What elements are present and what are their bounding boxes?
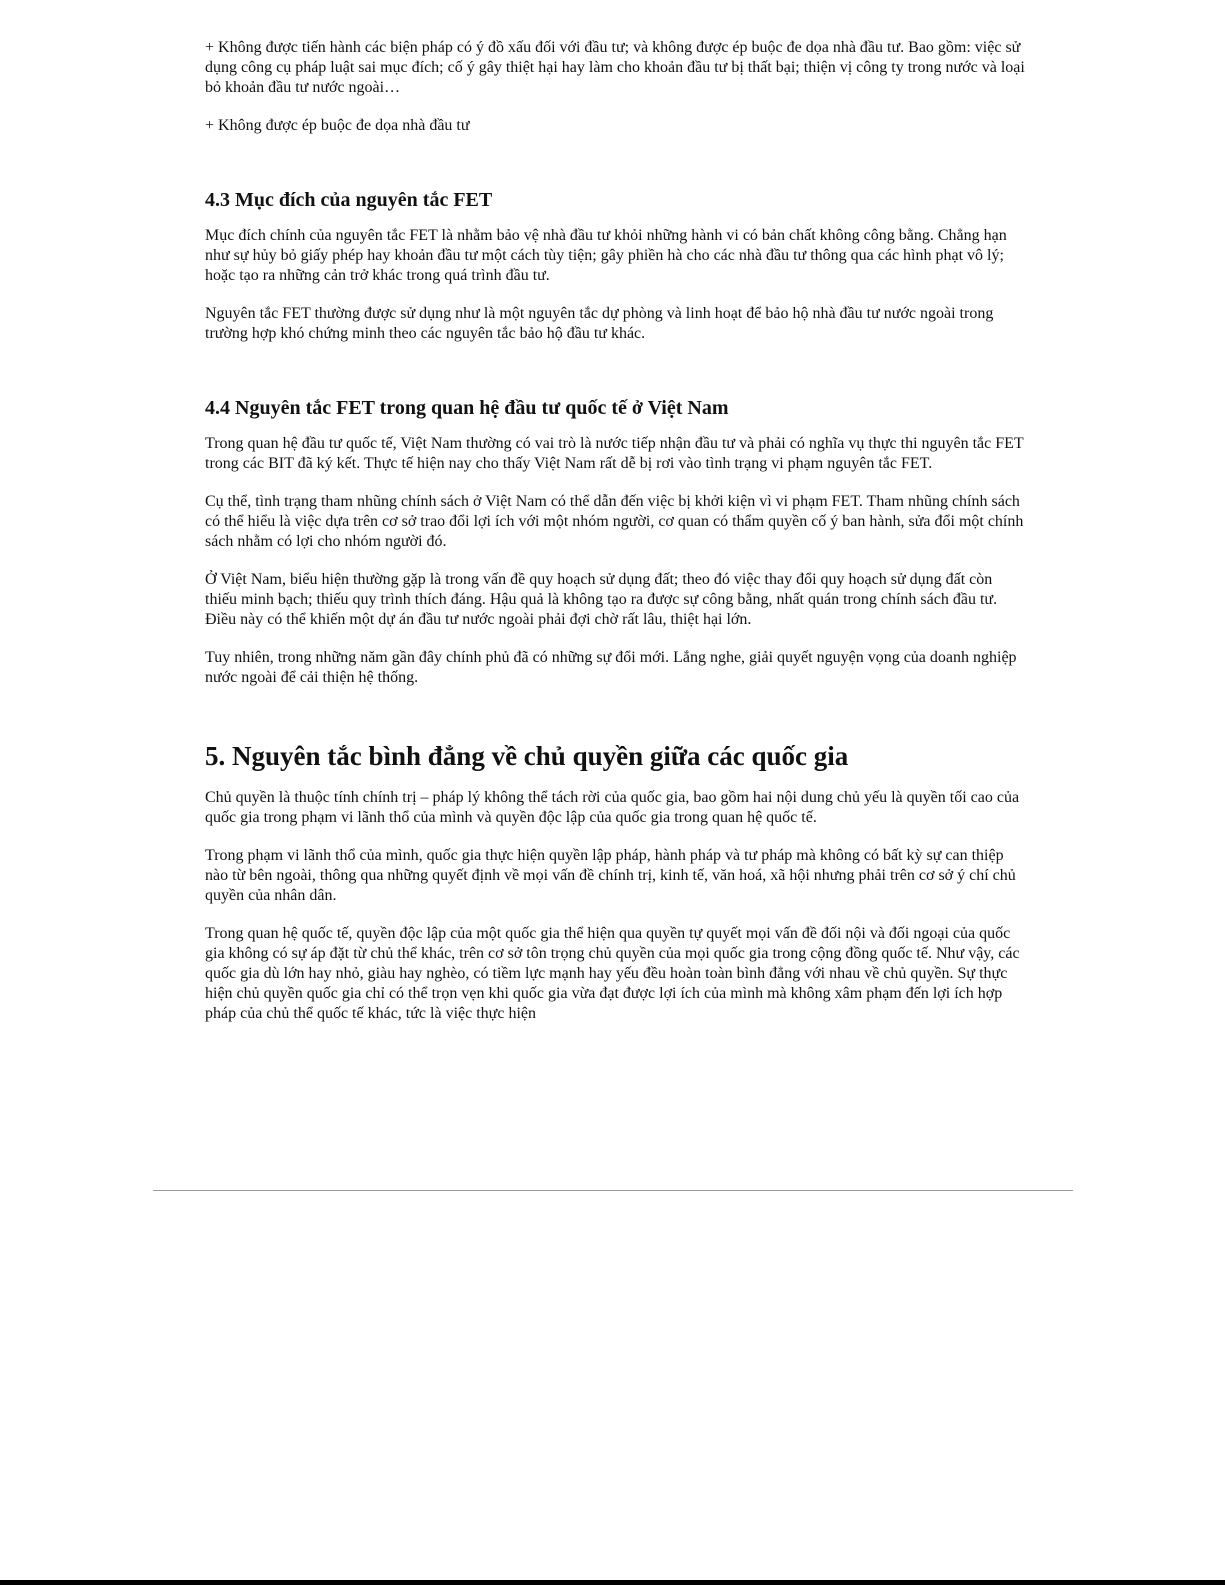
intro-paragraph-2: + Không được ép buộc đe dọa nhà đầu tư [205,117,470,134]
section-4-3-paragraph-1: Mục đích chính của nguyên tắc FET là nhằm bảo vệ nhà đầu tư khỏi những hành vi có bản chất không công bằng. Chẳng hạn như sự hủy bỏ giấy phép hay khoản đầu tư một cách tùy tiện; gây phiền hà cho các nhà đầu tư thông qua các hình phạt vô lý; hoặc tạo ra những cản trở khác trong quá trình đầu tư. [205,227,1007,284]
section-4-4-paragraph-2: Cụ thể, tình trạng tham nhũng chính sách ở Việt Nam có thể dẫn đến việc bị khởi kiện vì vi phạm FET. Tham nhũng chính sách có thể hiểu là việc dựa trên cơ sở trao đổi lợi ích với một nhóm người, cơ quan có thẩm quyền cố ý ban hành, sửa đổi một chính sách nhằm có lợi cho nhóm người đó. [205,493,1024,550]
section-4-4-heading: 4.4 Nguyên tắc FET trong quan hệ đầu tư quốc tế ở Việt Nam [205,397,729,419]
page-divider [153,1190,1073,1191]
section-4-3-paragraph-2: Nguyên tắc FET thường được sử dụng như là một nguyên tắc dự phòng và linh hoạt để bảo hộ nhà đầu tư nước ngoài trong trường hợp khó chứng minh theo các nguyên tắc bảo hộ đầu tư khác. [205,305,994,342]
section-5-heading: 5. Nguyên tắc bình đẳng về chủ quyền giữa các quốc gia [205,741,849,771]
section-4-4-paragraph-4: Tuy nhiên, trong những năm gần đây chính phủ đã có những sự đổi mới. Lắng nghe, giải quyết nguyện vọng của doanh nghiệp nước ngoài để cải thiện hệ thống. [205,649,1017,686]
bottom-edge-bar [0,1580,1225,1585]
intro-paragraph-1: + Không được tiến hành các biện pháp có ý đồ xấu đối với đầu tư; và không được ép buộc đe dọa nhà đầu tư. Bao gồm: việc sử dụng công cụ pháp luật sai mục đích; cố ý gây thiệt hại hay làm cho khoản đầu tư bị thất bại; thiện vị công ty trong nước và loại bỏ khoản đầu tư nước ngoài… [205,39,1025,96]
section-4-4-paragraph-1: Trong quan hệ đầu tư quốc tế, Việt Nam thường có vai trò là nước tiếp nhận đầu tư và phải có nghĩa vụ thực thi nguyên tắc FET trong các BIT đã ký kết. Thực tế hiện nay cho thấy Việt Nam rất dễ bị rơi vào tình trạng vi phạm nguyên tắc FET. [205,435,1024,472]
section-4-4-paragraph-3: Ở Việt Nam, biểu hiện thường gặp là trong vấn đề quy hoạch sử dụng đất; theo đó việc thay đổi quy hoạch sử dụng đất còn thiếu minh bạch; thiếu quy trình thích đáng. Hậu quả là không tạo ra được sự công bằng, nhất quán trong chính sách đầu tư. Điều này có thể khiến một dự án đầu tư nước ngoài phải đợi chờ rất lâu, thiệt hại lớn. [205,571,998,628]
section-4-3-heading: 4.3 Mục đích của nguyên tắc FET [205,189,493,211]
section-5-paragraph-2: Trong phạm vi lãnh thổ của mình, quốc gia thực hiện quyền lập pháp, hành pháp và tư pháp mà không có bất kỳ sự can thiệp nào từ bên ngoài, thông qua những quyết định về mọi vấn đề chính trị, kinh tế, văn hoá, xã hội nhưng phải trên cơ sở ý chí chủ quyền của nhân dân. [205,847,1016,904]
section-5-paragraph-3: Trong quan hệ quốc tế, quyền độc lập của một quốc gia thể hiện qua quyền tự quyết mọi vấn đề đối nội và đối ngoại của quốc gia không có sự áp đặt từ chủ thể khác, trên cơ sở tôn trọng chủ quyền của mọi quốc gia trong cộng đồng quốc tế. Như vậy, các quốc gia dù lớn hay nhỏ, giàu hay nghèo, có tiềm lực mạnh hay yếu đều hoàn toàn bình đẳng với nhau về chủ quyền. Sự thực hiện chủ quyền quốc gia chỉ có thể trọn vẹn khi quốc gia vừa đạt được lợi ích của mình mà không xâm phạm đến lợi ích hợp pháp của chủ thể quốc tế khác, tức là việc thực hiện [205,925,1020,1022]
document-page [205,38,1025,1024]
section-5-paragraph-1: Chủ quyền là thuộc tính chính trị – pháp lý không thể tách rời của quốc gia, bao gồm hai nội dung chủ yếu là quyền tối cao của quốc gia trong phạm vi lãnh thổ của mình và quyền độc lập của quốc gia trong quan hệ quốc tế. [205,789,1020,826]
